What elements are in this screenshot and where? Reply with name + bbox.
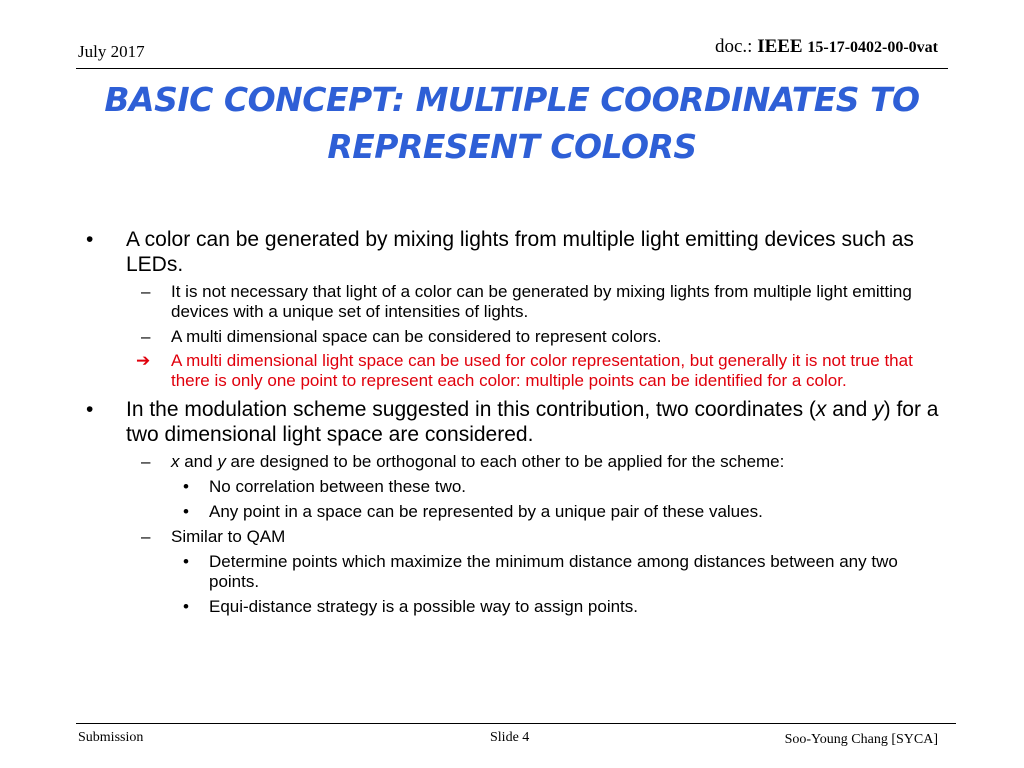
bullet-marker: • (183, 552, 189, 571)
bullet-modulation-scheme (86, 397, 946, 447)
subsubbullet-text: Determine points which maximize the minimum distance among distances between any two points. (209, 552, 898, 591)
var-y: y (873, 398, 884, 421)
subsubbullet-no-correlation (86, 477, 946, 497)
subbullet-not-necessary (86, 282, 946, 322)
subbullet-similar-to-qam (86, 527, 946, 547)
slide-body (86, 224, 946, 617)
footer-slide-number: Slide 4 (490, 730, 530, 745)
subbullet-multi-dimensional-space (86, 327, 946, 347)
subsubbullet-text: No correlation between these two. (209, 477, 467, 496)
dash-marker: – (141, 327, 151, 346)
subbullet-text: Similar to QAM (171, 527, 286, 546)
subbullet-text: A multi dimensional space can be considered to represent colors. (171, 327, 662, 346)
dash-marker: – (141, 282, 151, 301)
footer-divider (76, 723, 956, 724)
subsubbullet-text: Any point in a space can be represented by a unique pair of these values. (209, 502, 763, 521)
subsubbullet-unique-pair (86, 502, 946, 522)
bullet-text-part2: ) for a two dimensional light space are considered. (126, 398, 939, 446)
bullet-marker: • (86, 228, 94, 251)
bullet-marker: • (183, 477, 189, 496)
bullet-marker: • (86, 398, 94, 421)
doc-prefix: doc.: (714, 36, 758, 57)
bullet-marker: • (183, 597, 189, 616)
header-date: July 2017 (78, 42, 145, 61)
subsubbullet-text: Equi-distance strategy is a possible way to assign points. (209, 597, 639, 616)
subbullet-text: It is not necessary that light of a color can be generated by mixing lights from multiple light emitting devices with a unique set of intensities of lights. (171, 282, 912, 321)
header-divider (76, 68, 948, 69)
highlight-text: A multi dimensional light space can be used for color representation, but generally it is not true that there is only one point to represent each color: multiple points can be identified for a color. (171, 351, 913, 390)
slide-title (76, 76, 948, 170)
subbullet-text-and: and (179, 452, 218, 471)
subbullet-text: are designed to be orthogonal to each other to be applied for the scheme: (225, 452, 785, 471)
bullet-color-mixing (86, 227, 946, 277)
bullet-text-and: and (826, 398, 874, 421)
var-x: x (815, 398, 827, 421)
dash-marker: – (141, 452, 151, 471)
title-line-2: REPRESENT COLORS (327, 127, 697, 166)
bullet-text: A color can be generated by mixing lights from multiple light emitting devices such as LEDs. (126, 228, 914, 276)
title-line-1: BASIC CONCEPT: MULTIPLE COORDINATES TO (104, 80, 920, 119)
footer-submission: Submission (78, 730, 144, 745)
dash-marker: – (141, 527, 151, 546)
doc-number: 15-17-0402-00-0vat (807, 39, 938, 56)
subsubbullet-equi-distance (86, 597, 946, 617)
doc-org: IEEE (757, 36, 803, 57)
subsubbullet-maximize-distance (86, 552, 946, 592)
footer-author: Soo-Young Chang [SYCA] (784, 732, 938, 747)
arrow-right-icon: ➔ (136, 351, 151, 370)
subbullet-orthogonal (86, 452, 946, 472)
bullet-text-part1: In the modulation scheme suggested in this contribution, two coordinates ( (126, 398, 816, 421)
highlight-note (86, 351, 946, 391)
var-x: x (171, 452, 180, 471)
header-doc-id (715, 36, 938, 58)
bullet-marker: • (183, 502, 189, 521)
var-y: y (217, 452, 226, 471)
